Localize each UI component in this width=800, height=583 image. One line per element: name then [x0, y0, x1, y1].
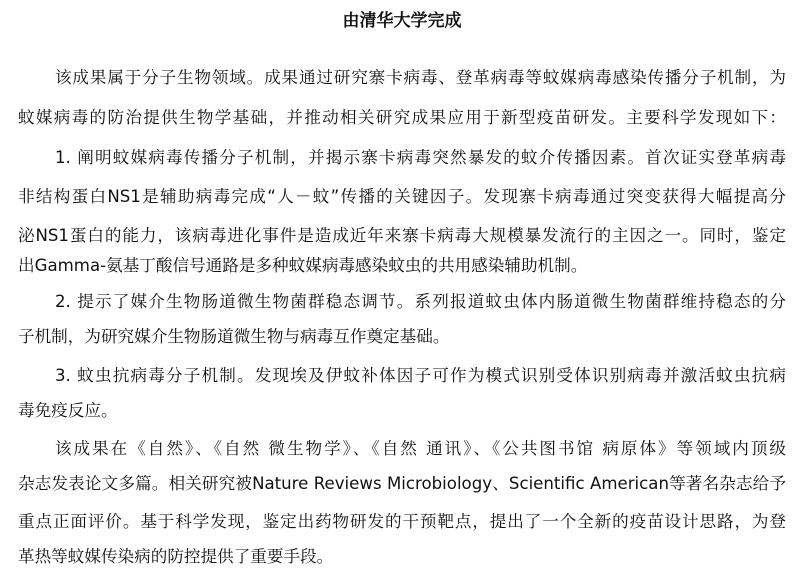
text-line-7: 2. 提示了媒介生物肠道微生物菌群稳态调节。系列报道蚊虫体内肠道微生物菌群维持稳态的分 — [55, 292, 786, 311]
document-title: 由清华大学完成 — [342, 11, 462, 31]
text-line-14: 革热等蚊媒传染病的防控提供了重要手段。 — [18, 547, 334, 566]
text-line-5: 泌NS1蛋白的能力，该病毒进化事件是造成近年来寨卡病毒大规模暴发流行的主因之一。同时，鉴定 — [18, 226, 786, 245]
text-line-12: 杂志发表论文多篇。相关研究被Nature Reviews Microbiology、Scientific American等著名杂志给予 — [18, 474, 786, 493]
text-line-2: 蚊媒病毒的防治提供生物学基础，并推动相关研究成果应用于新型疫苗研发。主要科学发现如下： — [18, 108, 786, 127]
text-line-9: 3. 蚊虫抗病毒分子机制。发现埃及伊蚊补体因子可作为模式识别受体识别病毒并激活蚊虫抗病 — [55, 366, 786, 385]
text-line-8: 子机制，为研究媒介生物肠道微生物与病毒互作奠定基础。 — [18, 327, 450, 346]
text-line-1: 该成果属于分子生物领域。成果通过研究寨卡病毒、登革病毒等蚊媒病毒感染传播分子机制，为 — [55, 68, 786, 87]
text-line-3: 1. 阐明蚊媒病毒传播分子机制，并揭示寨卡病毒突然暴发的蚊介传播因素。首次证实登革病毒 — [55, 148, 786, 167]
text-line-4: 非结构蛋白NS1是辅助病毒完成“人－蚊”传播的关键因子。发现寨卡病毒通过突变获得大幅提高分 — [18, 187, 786, 206]
text-line-11: 该成果在《自然》、《自然 微生物学》、《自然 通讯》、《公共图书馆 病原体》等领域内顶级 — [55, 439, 786, 458]
text-line-13: 重点正面评价。基于科学发现，鉴定出药物研发的干预靶点，提出了一个全新的疫苗设计思路，为登 — [18, 512, 786, 531]
text-line-10: 毒免疫反应。 — [18, 401, 118, 420]
text-line-6: 出Gamma-氨基丁酸信号通路是多种蚊媒病毒感染蚊虫的共用感染辅助机制。 — [18, 256, 588, 275]
